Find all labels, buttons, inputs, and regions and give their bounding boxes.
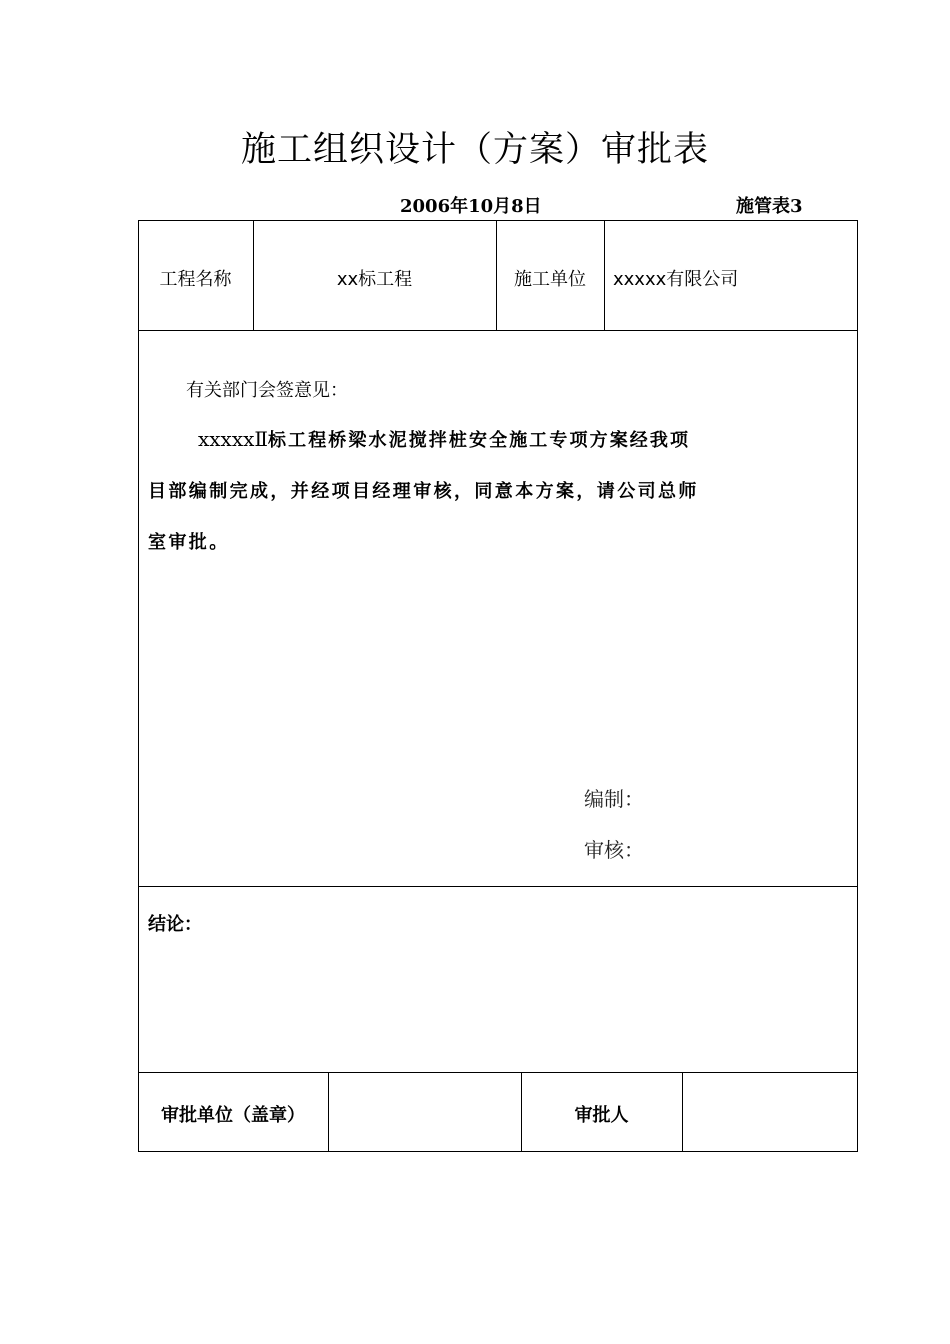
form-number: 施管表3 <box>736 196 803 217</box>
col-divider <box>328 1072 329 1152</box>
construction-unit-label: 施工单位 <box>514 269 586 290</box>
form-date: 2006年10月8日 <box>400 196 542 217</box>
project-name-label: 工程名称 <box>159 269 232 290</box>
approval-table <box>138 220 858 1152</box>
document-title: 施工组织设计（方案）审批表 <box>240 130 709 170</box>
reviewed-by-label: 审核： <box>584 838 644 862</box>
col-divider <box>682 1072 683 1152</box>
opinion-text-line: 室审批。 <box>148 532 230 553</box>
approver-label: 审批人 <box>574 1105 629 1126</box>
opinion-text-line: 目部编制完成，并经项目经理审核，同意本方案，请公司总师 <box>148 481 699 502</box>
project-name-value: xx标工程 <box>336 269 413 290</box>
opinion-label: 有关部门会签意见： <box>186 380 348 401</box>
opinion-text-line <box>198 426 690 452</box>
project-code: xxxxxⅡ <box>198 427 268 451</box>
col-divider <box>604 220 605 330</box>
construction-unit-value: xxxxx有限公司 <box>613 269 739 290</box>
row-divider <box>138 1072 858 1073</box>
row-divider <box>138 886 858 887</box>
row-divider <box>138 330 858 331</box>
opinion-text-segment: 标工程桥梁水泥搅拌桩安全施工专项方案经我项 <box>268 430 691 451</box>
prepared-by-label: 编制： <box>584 787 644 811</box>
approval-unit-label: 审批单位（盖章） <box>161 1105 305 1126</box>
conclusion-label: 结论： <box>148 914 202 935</box>
